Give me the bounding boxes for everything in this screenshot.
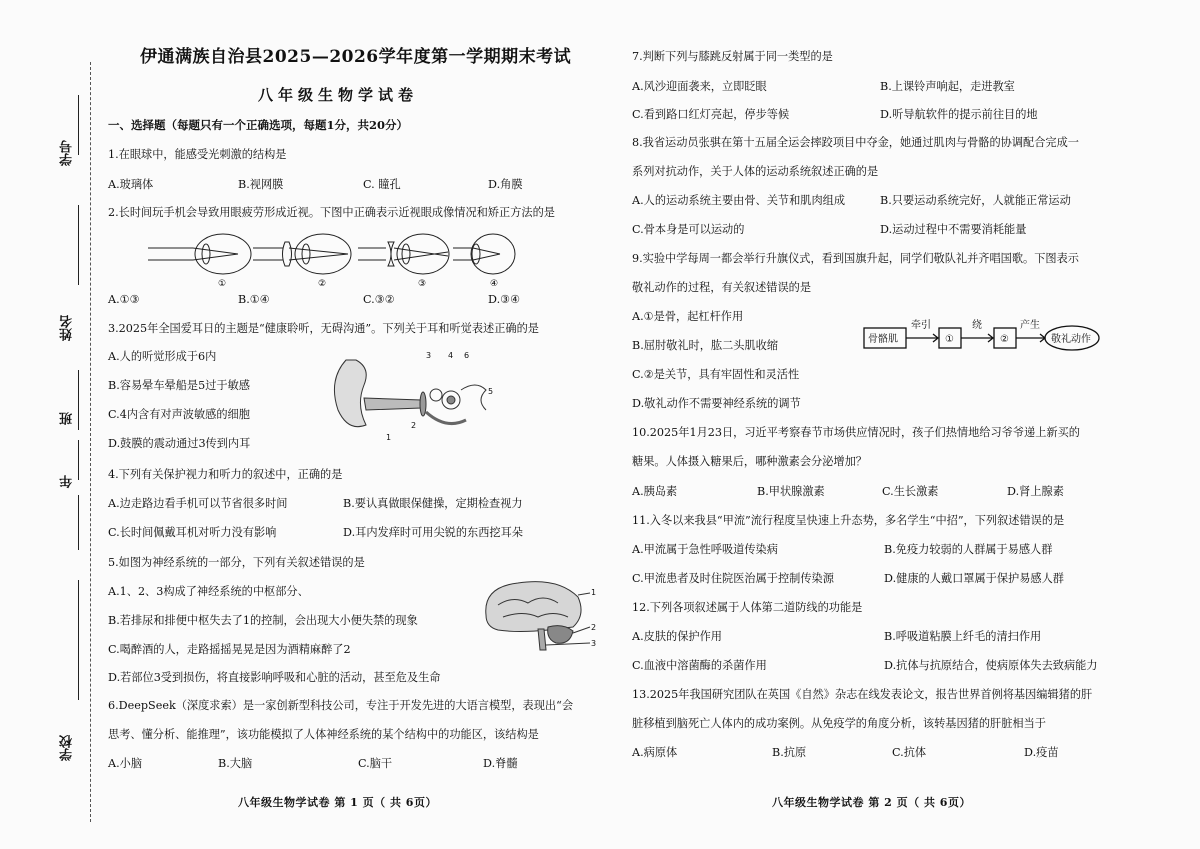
q6-option-c: C.脑干 bbox=[358, 757, 393, 770]
q4-option-d: D.耳内发痒时可用尖锐的东西挖耳朵 bbox=[343, 526, 523, 539]
q4-option-c: C.长时间佩戴耳机对听力没有影响 bbox=[108, 526, 277, 539]
flow-arrow-pull: 牵引 bbox=[911, 320, 931, 331]
q1-option-b: B.视网膜 bbox=[238, 178, 284, 191]
page-1 bbox=[108, 0, 598, 849]
q12-option-c: C.血液中溶菌酶的杀菌作用 bbox=[632, 659, 767, 672]
q6-option-b: B.大脑 bbox=[218, 757, 253, 770]
q12-option-a: A.皮肤的保护作用 bbox=[632, 630, 722, 643]
q7-stem: 7.判断下列与膝跳反射属于同一类型的是 bbox=[632, 50, 833, 63]
q8-stem-line-2: 系列对抗动作，关于人体的运动系统叙述正确的是 bbox=[632, 165, 879, 178]
q7-option-b: B.上课铃声响起，走进教室 bbox=[880, 80, 1015, 93]
q12-option-d: D.抗体与抗原结合，使病原体失去致病能力 bbox=[884, 659, 1098, 672]
q13-option-d: D.疫苗 bbox=[1024, 746, 1059, 759]
grade-blank bbox=[78, 440, 79, 480]
class-blank bbox=[78, 370, 79, 430]
q7-option-d: D.听导航软件的提示前往目的地 bbox=[880, 108, 1038, 121]
q12-stem: 12.下列各项叙述属于人体第二道防线的功能是 bbox=[632, 601, 863, 614]
q10-stem-line-1: 10.2025年1月23日，习近平考察春节市场供应情况时，孩子们热情地给习爷爷递上新买的 bbox=[632, 426, 1080, 439]
q1-option-d: D.角膜 bbox=[488, 178, 523, 191]
flow-box-salute: 敬礼动作 bbox=[1051, 334, 1091, 345]
q4-stem: 4.下列有关保护视力和听力的叙述中，正确的是 bbox=[108, 468, 343, 481]
q3-option-d: D.鼓膜的震动通过3传到内耳 bbox=[108, 437, 251, 450]
q1-stem: 1.在眼球中，能感受光刺激的结构是 bbox=[108, 148, 287, 161]
ear-label-4: 4 bbox=[448, 351, 454, 360]
q8-option-c: C.骨本身是可以运动的 bbox=[632, 223, 745, 236]
name-blank bbox=[78, 205, 79, 285]
q8-option-d: D.运动过程中不需要消耗能量 bbox=[880, 223, 1027, 236]
q2-option-b: B.①④ bbox=[238, 293, 270, 306]
ear-label-5: 5 bbox=[488, 387, 494, 396]
brain-label-1: 1 bbox=[591, 588, 597, 597]
q6-stem-line-1: 6.DeepSeek（深度求索）是一家创新型科技公司，专注于开发先进的大语言模型，表现出“会 bbox=[108, 699, 574, 712]
q5-option-a: A.1、2、3构成了神经系统的中枢部分、 bbox=[108, 585, 309, 598]
school-label: 学校 bbox=[60, 735, 75, 761]
binding-strip bbox=[0, 0, 100, 849]
q1-option-a: A.玻璃体 bbox=[108, 178, 154, 191]
exam-subtitle: 八年级生物学试卷 bbox=[258, 86, 419, 104]
q9-option-d: D.敬礼动作不需要神经系统的调节 bbox=[632, 397, 801, 410]
q10-option-c: C.生长激素 bbox=[882, 485, 939, 498]
flow-node-2: ② bbox=[1000, 334, 1009, 345]
q3-option-a: A.人的听觉形成于6内 bbox=[108, 350, 217, 363]
ear-label-6: 6 bbox=[464, 351, 470, 360]
flow-box-muscle: 骨骼肌 bbox=[868, 334, 898, 345]
ear-diagram bbox=[326, 350, 501, 442]
eye-diagram bbox=[148, 228, 518, 290]
grade-label: 年 bbox=[60, 475, 75, 488]
q3-option-b: B.容易晕车晕船是5过于敏感 bbox=[108, 379, 250, 392]
q4-option-a: A.边走路边看手机可以节省很多时间 bbox=[108, 497, 288, 510]
eye-fig-1-label: ① bbox=[218, 279, 227, 289]
flow-node-1: ① bbox=[945, 334, 954, 345]
q2-option-c: C.③② bbox=[363, 293, 395, 306]
eye-fig-2-label: ② bbox=[318, 279, 327, 289]
q3-option-c: C.4内含有对声波敏感的细胞 bbox=[108, 408, 250, 421]
cut-line bbox=[90, 62, 91, 822]
q7-option-a: A.风沙迎面袭来，立即眨眼 bbox=[632, 80, 767, 93]
brain-label-3: 3 bbox=[591, 639, 597, 648]
q2-stem: 2.长时间玩手机会导致用眼疲劳形成近视。下图中正确表示近视眼成像情况和矫正方法的是 bbox=[108, 206, 555, 219]
eye-fig-3-label: ③ bbox=[418, 279, 427, 289]
q7-option-c: C.看到路口红灯亮起，停步等候 bbox=[632, 108, 790, 121]
ear-label-1: 1 bbox=[386, 433, 392, 442]
q9-option-a: A.①是骨，起杠杆作用 bbox=[632, 310, 744, 323]
section-heading: 一、选择题（每题只有一个正确选项，每题1分，共20分） bbox=[108, 118, 409, 132]
q2-option-d: D.③④ bbox=[488, 293, 521, 306]
q8-stem-line-1: 8.我省运动员张骐在第十五届全运会摔跤项目中夺金，她通过肌肉与骨骼的协调配合完成一 bbox=[632, 136, 1079, 149]
q5-option-d: D.若部位3受到损伤，将直接影响呼吸和心脏的活动，甚至危及生命 bbox=[108, 671, 441, 684]
q9-stem-line-2: 敬礼动作的过程，有关叙述错误的是 bbox=[632, 281, 812, 294]
q10-stem-line-2: 糖果。人体摄入糖果后，哪种激素会分泌增加？ bbox=[632, 455, 867, 468]
flow-arrow-around: 绕 bbox=[972, 320, 982, 331]
q13-option-c: C.抗体 bbox=[892, 746, 927, 759]
q9-option-b: B.屈肘敬礼时，肱二头肌收缩 bbox=[632, 339, 779, 352]
eye-fig-4-label: ④ bbox=[490, 279, 499, 289]
q5-option-b: B.若排尿和排便中枢失去了1的控制，会出现大小便失禁的现象 bbox=[108, 614, 418, 627]
q2-option-a: A.①③ bbox=[108, 293, 140, 306]
q6-option-a: A.小脑 bbox=[108, 757, 143, 770]
page-2-footer: 八年级生物学试卷 第 2 页（ 共 6页） bbox=[772, 796, 971, 809]
q8-option-b: B.只要运动系统完好，人就能正常运动 bbox=[880, 194, 1071, 207]
brain-diagram bbox=[478, 575, 598, 655]
exam-title: 伊通满族自治县2025—2026学年度第一学期期末考试 bbox=[140, 47, 572, 67]
q3-stem: 3.2025年全国爱耳日的主题是“健康聆听，无碍沟通”。下列关于耳和听觉表述正确的是 bbox=[108, 322, 539, 335]
q11-option-b: B.免疫力较弱的人群属于易感人群 bbox=[884, 543, 1053, 556]
page-2 bbox=[632, 0, 1152, 849]
q13-option-b: B.抗原 bbox=[772, 746, 807, 759]
q13-option-a: A.病原体 bbox=[632, 746, 678, 759]
class-label: 班 bbox=[60, 412, 75, 425]
q6-option-d: D.脊髓 bbox=[483, 757, 518, 770]
school-blank bbox=[78, 580, 79, 700]
q12-option-b: B.呼吸道粘膜上纤毛的清扫作用 bbox=[884, 630, 1042, 643]
salute-flow-diagram bbox=[862, 316, 1152, 360]
q5-option-c: C.喝醉酒的人，走路摇摇晃晃是因为酒精麻醉了2 bbox=[108, 643, 351, 656]
q1-option-c: C. 瞳孔 bbox=[363, 178, 401, 191]
q11-option-c: C.甲流患者及时住院医治属于控制传染源 bbox=[632, 572, 834, 585]
q11-option-a: A.甲流属于急性呼吸道传染病 bbox=[632, 543, 778, 556]
q10-option-d: D.肾上腺素 bbox=[1007, 485, 1064, 498]
q9-option-c: C.②是关节，具有牢固性和灵活性 bbox=[632, 368, 800, 381]
brain-label-2: 2 bbox=[591, 623, 597, 632]
q9-stem-line-1: 9.实验中学每周一都会举行升旗仪式，看到国旗升起，同学们敬队礼并齐唱国歌。下图表示 bbox=[632, 252, 1079, 265]
q10-option-b: B.甲状腺激素 bbox=[757, 485, 825, 498]
q8-option-a: A.人的运动系统主要由骨、关节和肌肉组成 bbox=[632, 194, 846, 207]
q4-option-b: B.要认真做眼保健操，定期检查视力 bbox=[343, 497, 523, 510]
flow-arrow-produce: 产生 bbox=[1020, 320, 1040, 331]
grade-blank-2 bbox=[78, 495, 79, 550]
q10-option-a: A.胰岛素 bbox=[632, 485, 678, 498]
ear-label-2: 2 bbox=[411, 421, 417, 430]
q11-option-d: D.健康的人戴口罩属于保护易感人群 bbox=[884, 572, 1064, 585]
student-id-label: 学号 bbox=[60, 140, 75, 166]
q13-stem-line-2: 脏移植到脑死亡人体内的成功案例。从免疫学的角度分析，该转基因猪的肝脏相当于 bbox=[632, 717, 1046, 730]
name-label: 姓名 bbox=[60, 315, 75, 341]
q11-stem: 11.入冬以来我县“甲流”流行程度呈快速上升态势，多名学生“中招”，下列叙述错误的是 bbox=[632, 514, 1065, 527]
q6-stem-line-2: 思考、懂分析、能推理”，该功能模拟了人体神经系统的某个结构中的功能区，该结构是 bbox=[108, 728, 539, 741]
student-id-blank bbox=[78, 95, 79, 155]
q13-stem-line-1: 13.2025年我国研究团队在英国《自然》杂志在线发表论文，报告世界首例将基因编辑猪的肝 bbox=[632, 688, 1093, 701]
page-1-footer: 八年级生物学试卷 第 1 页（ 共 6页） bbox=[238, 796, 437, 809]
ear-label-3: 3 bbox=[426, 351, 432, 360]
q5-stem: 5.如图为神经系统的一部分，下列有关叙述错误的是 bbox=[108, 556, 365, 569]
